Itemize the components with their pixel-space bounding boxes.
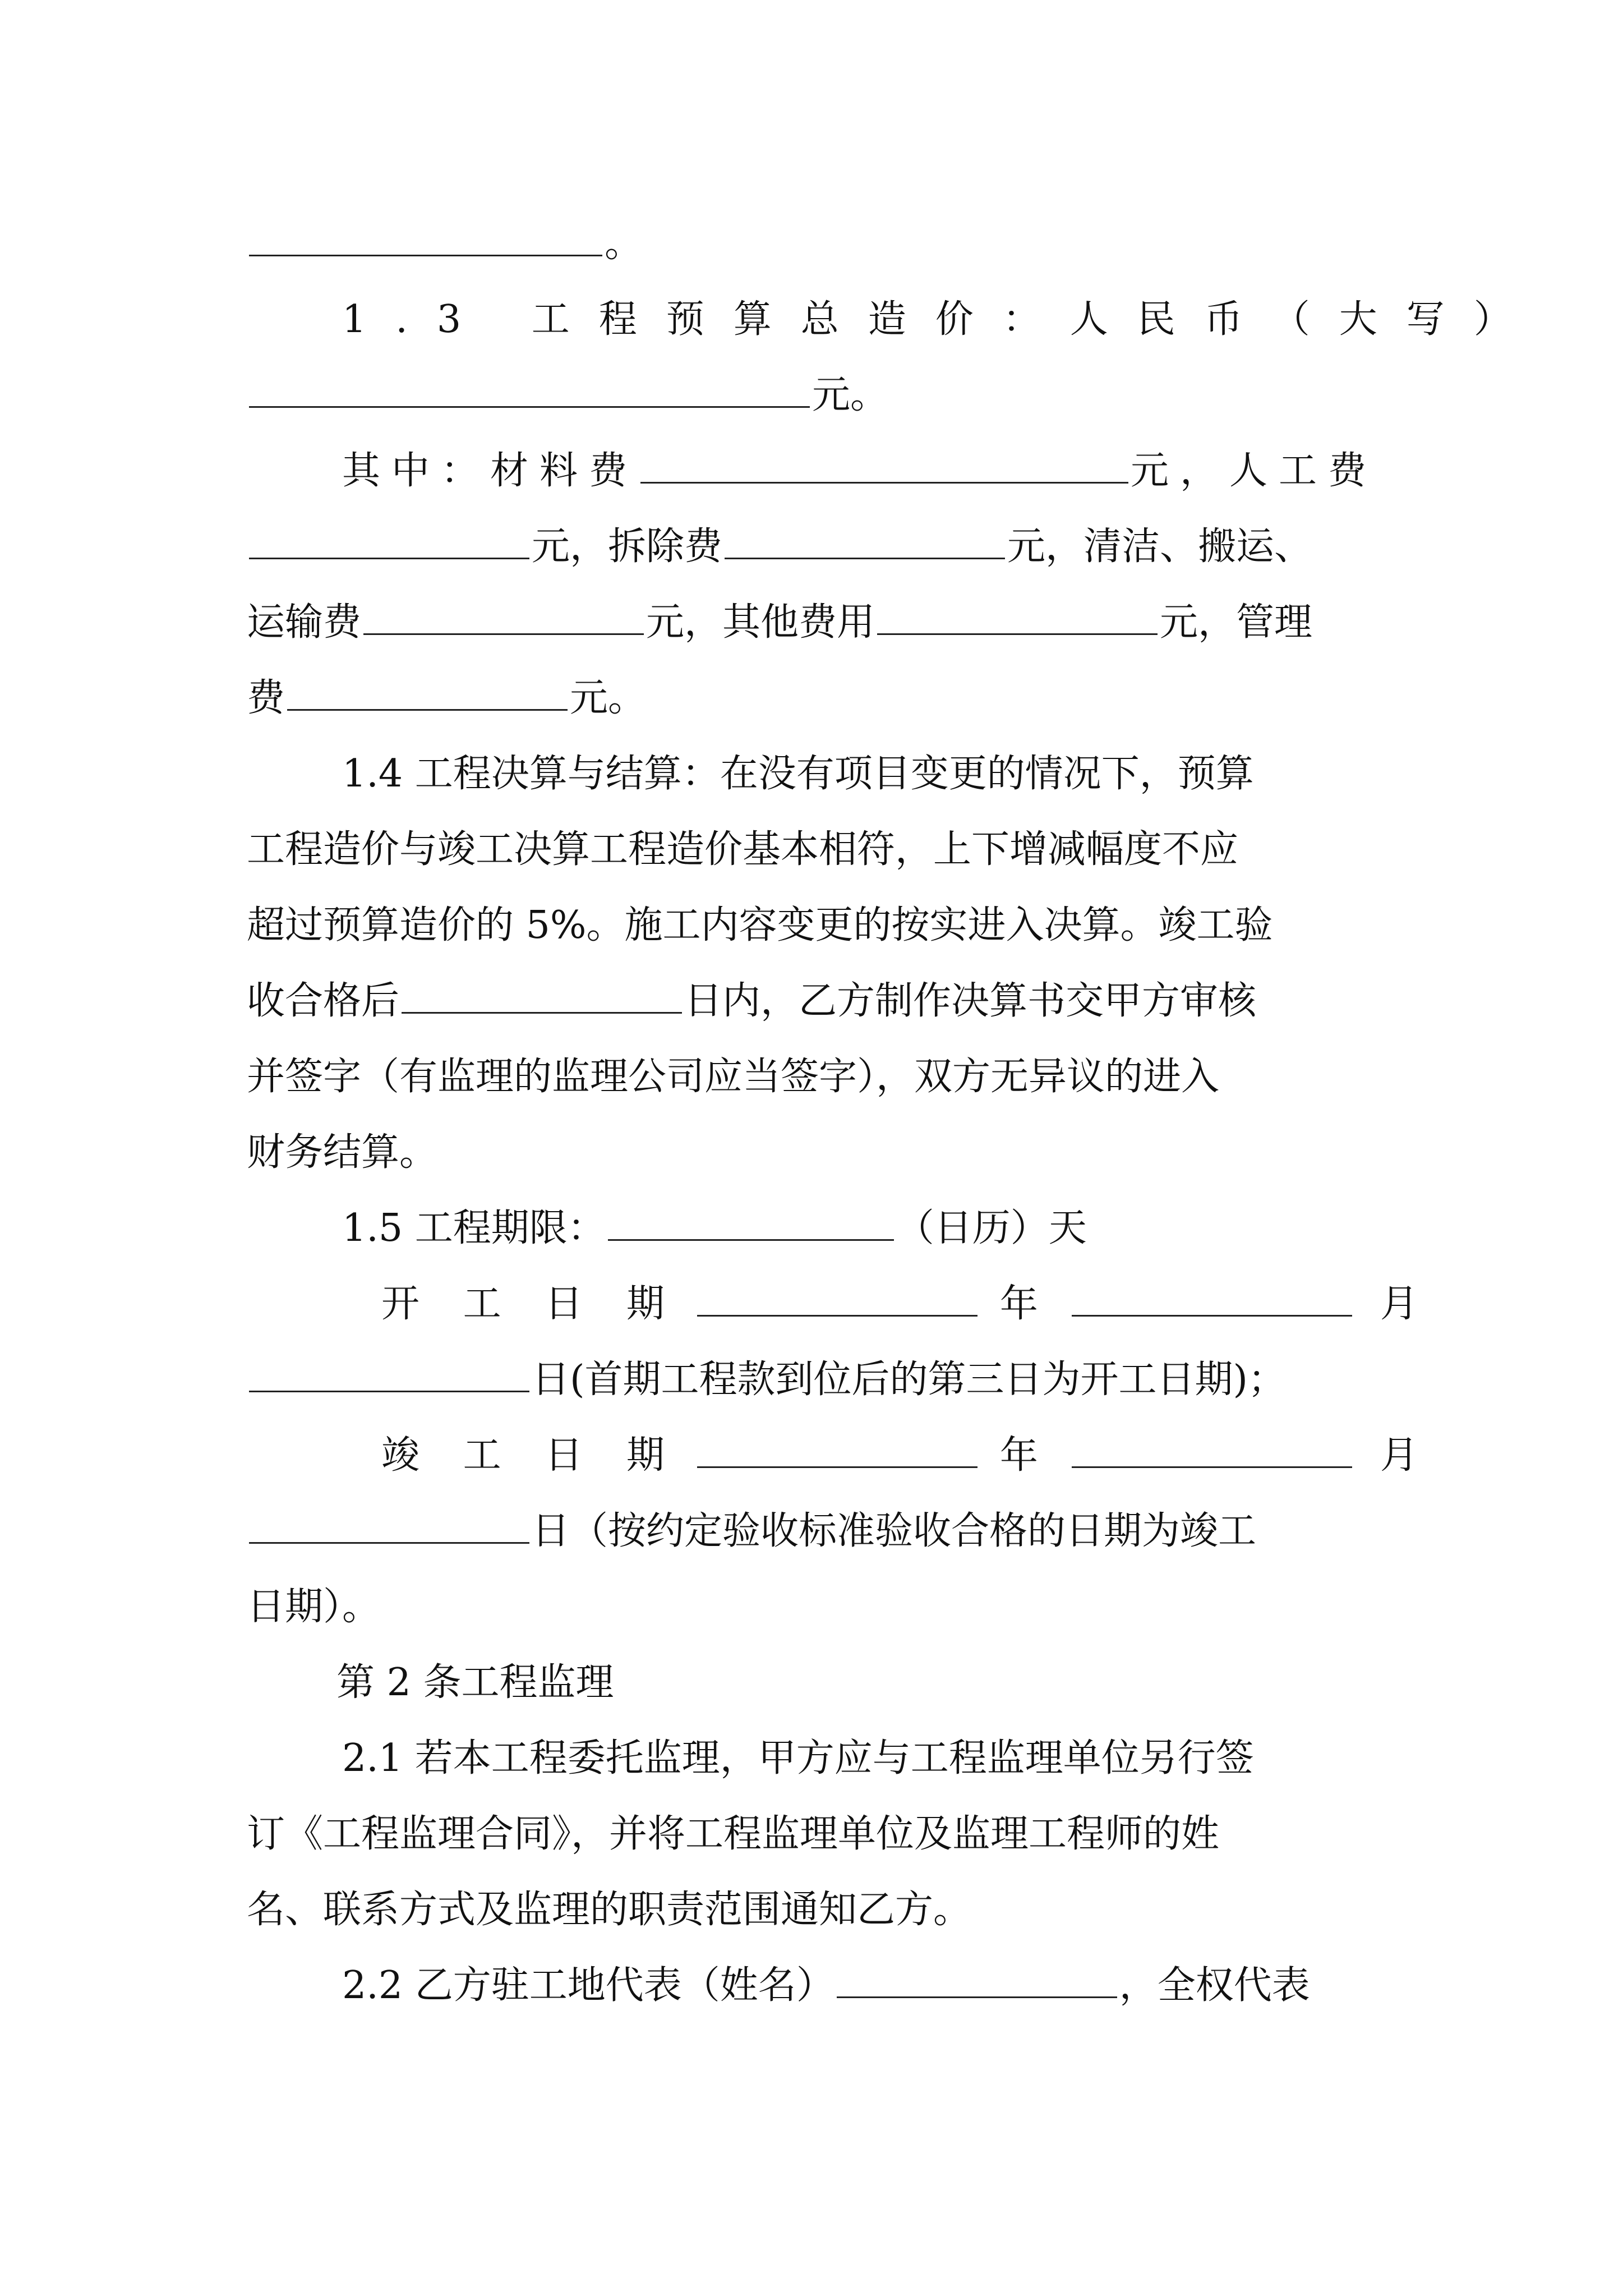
line-9 [247, 816, 1391, 884]
blank-field [402, 977, 682, 1014]
line-6 [247, 589, 1391, 656]
blank-field [877, 599, 1158, 635]
line-text: 2.1 若本工程委托监理，甲方应与工程监理单位另行签 [342, 1736, 1254, 1780]
line-text: （日历）天 [896, 1206, 1087, 1250]
line-text: 元，人工费 [1131, 449, 1378, 493]
line-21 [342, 1725, 1486, 1792]
line-text: ，全权代表 [1119, 1963, 1310, 2008]
line-text: 日期）。 [247, 1585, 381, 1629]
line-text: 元，清洁、搬运、 [1007, 524, 1313, 569]
line-text: 超过预算造价的 5%。施工内容变更的按实进入决算。竣工验 [247, 903, 1273, 947]
line-text: 费 [247, 676, 285, 720]
line-text: 开 工 日 期 [381, 1282, 680, 1326]
line-text: 竣 工 日 期 [381, 1433, 680, 1478]
line-text: 。 [605, 222, 643, 266]
line-text: 日(首期工程款到位后的第三日为开工日期)； [532, 1358, 1287, 1402]
line-text: 收合格后 [247, 979, 400, 1023]
line-text: 元，其他费用 [646, 600, 875, 645]
line-text: 第 2 条工程监理 [336, 1660, 614, 1705]
line-text: 运输费 [247, 600, 362, 645]
line-11 [247, 968, 1391, 1035]
line-text: 元。 [570, 676, 647, 720]
line-22 [247, 1801, 1391, 1868]
line-text: 月 [1380, 1433, 1418, 1478]
line-15 [381, 1271, 1525, 1338]
line-text: 1.4 工程决算与结算：在没有项目变更的情况下，预算 [342, 752, 1254, 796]
blank-field [249, 523, 529, 559]
line-17 [381, 1422, 1525, 1489]
line-8 [342, 740, 1486, 808]
line-text: 名、联系方式及监理的职责范围通知乙方。 [247, 1888, 972, 1932]
blank-field [249, 1507, 529, 1544]
line-text: 月 [1380, 1282, 1418, 1326]
line-text: 财务结算。 [247, 1130, 438, 1175]
line-text: 元，管理 [1160, 600, 1313, 645]
line-text: 工程造价与竣工决算工程造价基本相符，上下增减幅度不应 [247, 827, 1239, 872]
line-text: 2.2 乙方驻工地代表（姓名） [342, 1963, 834, 2008]
line-16 [247, 1346, 1391, 1414]
line-10 [247, 892, 1391, 959]
line-19 [247, 1573, 1391, 1641]
line-5 [247, 513, 1391, 581]
line-text: 日内，乙方制作决算书交甲方审核 [684, 979, 1257, 1023]
section-heading [336, 1649, 1481, 1717]
blank-field [363, 599, 644, 635]
line-3 [247, 362, 1391, 429]
line-text: 订《工程监理合同》，并将工程监理单位及监理工程师的姓 [247, 1812, 1220, 1856]
line-2 [342, 286, 1541, 353]
blank-field [287, 674, 568, 711]
blank-field [1072, 1432, 1352, 1468]
blank-field [608, 1204, 894, 1241]
blank-field [837, 1962, 1117, 1998]
line-1 [247, 210, 1391, 278]
line-text: 元。 [812, 373, 889, 417]
line-text: 1.5 工程期限： [342, 1206, 606, 1250]
line-18 [247, 1498, 1391, 1565]
line-13 [247, 1119, 1391, 1186]
blank-field [697, 1432, 978, 1468]
line-text: 日（按约定验收标准验收合格的日期为竣工 [532, 1509, 1257, 1553]
line-14 [342, 1195, 1486, 1262]
line-4 [342, 438, 1486, 505]
line-text: 其中：材料费 [342, 449, 639, 493]
line-12 [247, 1043, 1391, 1111]
line-text: 年 [999, 1282, 1038, 1326]
blank-field [249, 1356, 529, 1392]
line-text: 并签字（有监理的监理公司应当签字），双方无异议的进入 [247, 1055, 1220, 1099]
blank-field [640, 447, 1128, 484]
line-24 [342, 1952, 1486, 2019]
line-text: 年 [999, 1433, 1038, 1478]
blank-field [725, 523, 1005, 559]
line-7 [247, 665, 1391, 732]
line-text: 1.3 工程预算总造价：人民币（大写） [342, 297, 1541, 342]
blank-field [249, 371, 810, 408]
blank-field [697, 1280, 978, 1317]
blank-field [1072, 1280, 1352, 1317]
line-text: 元，拆除费 [532, 524, 723, 569]
line-23 [247, 1876, 1391, 1944]
blank-field [249, 220, 602, 256]
